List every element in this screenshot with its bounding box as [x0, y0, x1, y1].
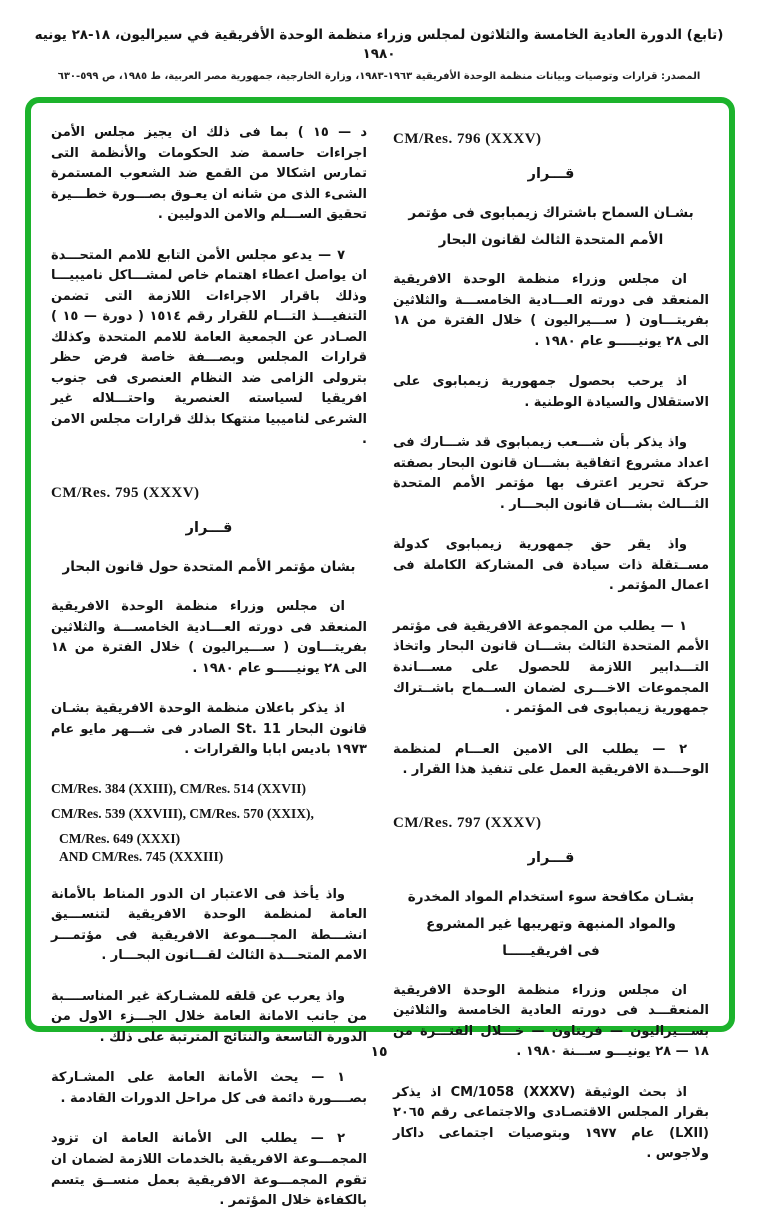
two-column-layout: [31, 103, 729, 1209]
paragraph-795-recall: اذ يذكر باعلان منظمة الوحدة الافريقية بشـان قانون البحار St. 11 الصادر فى شـــهر مايو عام ١٩٧٣ باديس ابابا والقرارات .: [51, 701, 368, 758]
paragraph-795-regret: واذ يعرب عن قلقه للمشـاركة غير المناســــبة من جانب الامانة العامة خلال الجـــزء الاول من الدورة التاسعة والنتائج المترتبة على ذلك .: [51, 988, 367, 1045]
resolution-word-797: قـــرار: [527, 849, 575, 866]
paragraph-795-operative1: ١ — يحث الأمانة العامة على المشـاركة بصــــورة دائمة فى كل مراحل الدورات القادمة .: [51, 1070, 367, 1106]
resolution-title-796: [393, 200, 709, 254]
reference-line: AND CM/Res. 745 (XXXIII): [59, 848, 224, 864]
resolution-title-line: بشـان السماح باشتراك زيمبابوى فى مؤتمر: [408, 205, 694, 221]
paragraph-796-operative1: ١ — يطلب من المجموعة الافريقية فى مؤتمر الأمم المتحدة الثالث بشـــان قانون البحار واتخاذ التـــدابير اللازمة للحصول على مســـاندة المجموعات الاخـــرى لضمان الســماح باشــتراك جمهورية زيمبابوى فى المؤتمر .: [393, 618, 709, 717]
resolution-word-796: قـــرار: [527, 166, 575, 182]
paragraph-797-preamble: ان مجلس وزراء منظمة الوحدة الافريقية المنعقـــد فى دورته العادية الخامسة والثلاثين بســـيراليون — فريتاون — خـــلال الفتـــرة من ١٨ — ٢٨ يونيـــو ســـنة ١٩٨٠ .: [393, 982, 709, 1060]
resolution-number-796: CM/Res. 796 (XXXV): [393, 131, 542, 147]
resolution-references: [51, 781, 367, 865]
header-source-line: المصدر: قرارات وتوصيات وبيانات منظمة الوحدة الأفريقية ١٩٦٣-١٩٨٣، وزارة الخارجية، جمهورية مصر العربية، ط ١٩٨٥، ص ٥٩٩-٦٣٠: [57, 70, 701, 82]
left-column: [393, 117, 709, 1162]
page-header: [30, 26, 728, 82]
resolution-title-line: بشـان مكافحة سوء استخدام المواد المخدرة: [407, 888, 695, 905]
paragraph-796-operative2: ٢ — يطلب الى الامين العـــام لمنظمة الوحـــدة الافريقية العمل على تنفيذ هذا القرار .: [393, 741, 709, 778]
resolution-number-795: CM/Res. 795 (XXXV): [51, 484, 200, 501]
paragraph-795-preamble: ان مجلس وزراء منظمة الوحدة الافريقية المنعقد فى دورته العـــادية الخامســـة والثلاثين بفريتـــاون ( ســـيراليون ) خلال الفترة من ١٨ الى ٢٨ يونيـــــو عام ١٩٨٠ .: [51, 598, 367, 676]
resolution-word-795: قـــرار: [185, 519, 233, 536]
page-number: ١٥: [370, 1044, 388, 1060]
reference-line: CM/Res. 539 (XXVIII), CM/Res. 570 (XXIX),: [51, 805, 314, 821]
paragraph-item7: ٧ — يدعو مجلس الأمن التابع للامم المتحـــدة ان يواصل اعطاء اهتمام خاص لمشـــاكل ناميبيـــا وذلك باقرار الاجراءات اللازمة التى تضمن التنفيـــذ التـــام للقرار رقم ١٥١٤ ( دورة — ١٥ ) الصـادر عن الجمعية العامة للامم المتحدة وكذلك قرارات المجلس وبصـــفة خاصة فرض حظر بترولى الزامى ضد النظام العنصرى فى جنوب افريقيا لسياسته العنصرية واحتـــلاله غير الشرعى لناميبيا منتهكا بذلك قرارات مجلس الامن .: [51, 247, 367, 448]
resolution-title-797: [393, 884, 709, 965]
reference-line: CM/Res. 649 (XXXI): [59, 830, 181, 846]
resolution-title-line: فى افريقيـــــا: [502, 942, 600, 959]
resolution-title-795: بشان مؤتمر الأمم المتحدة حول قانون البحار: [62, 558, 356, 575]
resolution-title-line: والمواد المنبهة وتهريبها غير المشروع: [426, 915, 676, 932]
resolution-number-797: CM/Res. 797 (XXXV): [393, 814, 542, 831]
green-content-frame: [25, 97, 735, 1209]
paragraph-796-preamble: ان مجلس وزراء منظمة الوحدة الافريقية المنعقد فى دورته العـــادية الخامســـة والثلاثين بفريتـــاون ( ســـيراليون ) خلال الفترة من ١٨ الى ٢٨ يونيـــــو عام ١٩٨٠ .: [393, 272, 709, 349]
paragraph-795-considering: واذ يأخذ فى الاعتبار ان الدور المناط بالأمانة العامة لمنظمة الوحدة الافريقية لتنســـيق انشـــطة المجـــموعة الافريقية فى مؤتمـــر الامم المتحـــدة الثالث لقـــانون البحـــار .: [51, 886, 367, 964]
paragraph-796-welcome: اذ يرحب بحصول جمهورية زيمبابوى على الاستقلال والسيادة الوطنية .: [393, 374, 709, 410]
resolution-title-line: الأمم المتحدة الثالث لقانون البحار: [438, 232, 664, 248]
paragraph-797-document: اذ بحث الوثيقة CM/1058 (XXXV) اذ يذكر بقرار المجلس الاقتصـادى والاجتماعى رقم ٢٠٦٥ (LXII) عام ١٩٧٧ وبتوصيات اجتماعى داكار ولاجوس .: [393, 1084, 709, 1162]
right-column: [51, 117, 368, 1209]
header-session-title: (تابع) الدورة العادية الخامسة والثلاثون لمجلس وزراء منظمة الوحدة الأفريقية في سيراليون، ١٨-٢٨ يونيه ١٩٨٠: [34, 27, 724, 62]
paragraph-795-operative2: ٢ — يطلب الى الأمانة العامة ان تزود المجمـــوعة الافريقية بالخدمات اللازمة لضمان ان تقوم المجمـــوعة الافريقية بعمل منســق يتسم بالكفاءة خلال المؤتمر .: [51, 1131, 367, 1209]
paragraph-796-recognize: واذ يقر حق جمهورية زيمبابوى كدولة مســتقلة ذات سيادة فى المشاركة الكاملة فى اعمال المؤتمر .: [393, 537, 709, 594]
reference-line: CM/Res. 384 (XXIII), CM/Res. 514 (XXVII): [51, 780, 306, 796]
paragraph-d15: د — ١٥ ) بما فى ذلك ان يجيز مجلس الأمن اجراءات حاسمة ضد الحكومات والأنظمة التى تمارس اشكالا من القمع ضد الشعوب المستمرة الشىء الذى من شانه ان يعـوق بصـــورة خطـــيرة تحقيق الســـلم والامن الدوليين .: [51, 125, 367, 223]
paragraph-796-recall: واذ يذكر بأن شـــعب زيمبابوى قد شـــارك فى اعداد مشروع اتفاقية بشـــان قانون البحار بصفته حركة تحرير اعترف بها مؤتمر الأمم المتحدة الثـــالث بشـــان قانون البحـــار .: [393, 435, 709, 512]
